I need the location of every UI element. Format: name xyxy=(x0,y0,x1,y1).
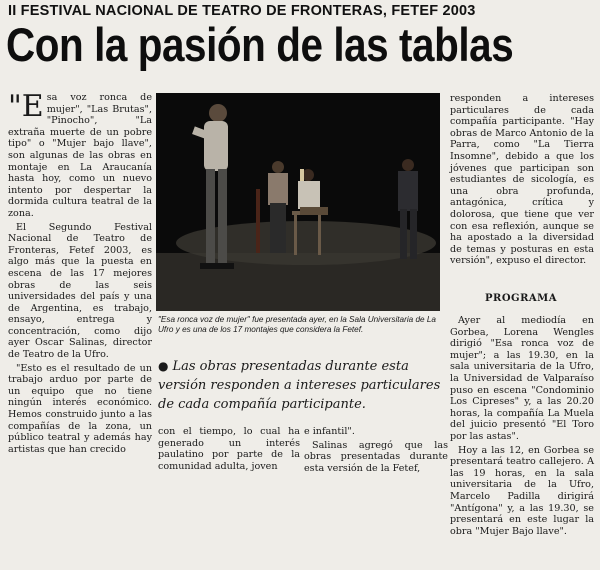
col1-paragraph-2: El Segundo Festival Nacional de Teatro de Fronteras, Fetef 2003, es algo más que la puesta en escena de las 17 mejores obras de las seis universidades del país y una de Argentina, es trabajo, ensayo, entrega y concentración, como dijo ayer Oscar Salinas, director de Teatro de la Ufro. xyxy=(8,221,152,361)
column-3 xyxy=(304,426,448,476)
column-4 xyxy=(450,93,594,269)
stage-photo-image xyxy=(156,93,440,311)
headline: Con la pasión de las tablas xyxy=(6,18,514,71)
column-2 xyxy=(158,426,300,474)
drop-cap: "E xyxy=(8,89,44,124)
col4-paragraph-2: Ayer al mediodía en Gorbea, Lorena Wengles dirigió "Esa ronca voz de mujer"; a las 19.30, en la sala universitaria de la Ufro, la Universidad de Valparaíso puso en escena "Condominio Los Cipreses" y, a las 20.20 horas, la compañía La Muela del juicio presentó "El Toro por las astas". xyxy=(450,315,594,442)
col1-paragraph-3: "Esto es el resultado de un trabajo arduo por parte de un equipo que no tiene ningún interés económico. Hemos construido junto a las compañías de la zona, un público teatral y además hay artistas que han crecido xyxy=(8,362,152,455)
stage-photo xyxy=(156,93,440,311)
col3-paragraph-2: Salinas agregó que las obras presentadas durante esta versión de la Fetef, xyxy=(304,439,448,474)
section-subhead: PROGRAMA xyxy=(485,293,557,304)
col3-paragraph-1: e infantil". xyxy=(304,426,355,437)
col4-paragraph-1: responden a intereses particulares de cada compañía participante. "Hay obras de Marco Antonio de la Parra, como "La Tierra Insomne", debido a que los jóvenes que participan son estudiantes de sicología, es una obra profunda, antagónica, crítica y dolorosa, que tiene que ver con esa reflexión, aunque se ha apostado a la diversidad de temas y posturas en esta versión", expuso el director. xyxy=(450,93,594,267)
col4-paragraph-3: Hoy a las 12, en Gorbea se presentará teatro callejero. A las 19 horas, en la sala universitaria de la Ufro, Marcelo Padilla dirigirá "Antígona" y, a las 19.30, se presentará en este lugar la obra "Mujer Bajo llave". xyxy=(450,444,594,537)
column-4-lower xyxy=(450,315,594,539)
column-1 xyxy=(8,89,152,457)
photo-caption: "Esa ronca voz de mujer" fue presentada ayer, en la Sala Universitaria de La Ufro y es una de los 17 montajes que considera la Fetef. xyxy=(158,315,436,334)
kicker: II FESTIVAL NACIONAL DE TEATRO DE FRONTERAS, FETEF 2003 xyxy=(8,3,476,19)
pull-quote: ● Las obras presentadas durante esta versión responden a intereses particulares de cada compañía participante. xyxy=(158,359,441,412)
col2-paragraph-1: con el tiempo, lo cual ha generado un interés paulatino por parte de la comunidad adulta, joven xyxy=(158,426,300,472)
bullet-icon: ● xyxy=(158,359,169,373)
col1-paragraph-1: "Esa voz ronca de mujer", "Las Brutas", "Pinocho", "La extraña muerte de un pobre tipo" o "Mujer bajo llave", son algunas de las obras en montaje en La Araucanía hasta hoy, como un nuevo intento por despertar la dormida cultura teatral de la zona. xyxy=(8,89,152,219)
